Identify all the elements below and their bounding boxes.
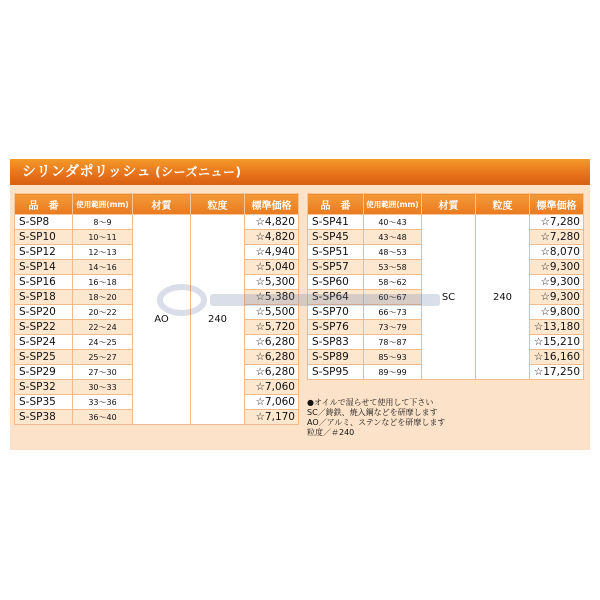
standard-price: ☆9,800 xyxy=(530,305,584,320)
product-code: S-SP76 xyxy=(308,320,364,335)
material-cell: AO xyxy=(133,215,191,425)
usage-range: 73〜79 xyxy=(364,320,422,335)
standard-price: ☆6,280 xyxy=(245,365,299,380)
standard-price: ☆5,040 xyxy=(245,260,299,275)
standard-price: ☆15,210 xyxy=(530,335,584,350)
product-code: S-SP51 xyxy=(308,245,364,260)
usage-range: 27〜30 xyxy=(73,365,133,380)
standard-price: ☆9,300 xyxy=(530,260,584,275)
product-code: S-SP10 xyxy=(15,230,73,245)
product-subtitle: (シーズニュー) xyxy=(155,165,242,179)
material-cell: SC xyxy=(422,215,476,380)
usage-range: 36〜40 xyxy=(73,410,133,425)
header-code: 品 番 xyxy=(308,194,364,215)
standard-price: ☆6,280 xyxy=(245,350,299,365)
standard-price: ☆17,250 xyxy=(530,365,584,380)
standard-price: ☆4,820 xyxy=(245,230,299,245)
usage-range: 58〜62 xyxy=(364,275,422,290)
product-title-bar xyxy=(10,159,590,185)
usage-range: 66〜73 xyxy=(364,305,422,320)
usage-range: 48〜53 xyxy=(364,245,422,260)
standard-price: ☆5,720 xyxy=(245,320,299,335)
product-code: S-SP18 xyxy=(15,290,73,305)
header-grit: 粒度 xyxy=(191,194,245,215)
usage-range: 24〜25 xyxy=(73,335,133,350)
standard-price: ☆7,060 xyxy=(245,380,299,395)
product-code: S-SP14 xyxy=(15,260,73,275)
header-material: 材質 xyxy=(133,194,191,215)
usage-range: 16〜18 xyxy=(73,275,133,290)
product-code: S-SP22 xyxy=(15,320,73,335)
product-code: S-SP38 xyxy=(15,410,73,425)
grit-cell: 240 xyxy=(191,215,245,425)
product-code: S-SP41 xyxy=(308,215,364,230)
product-code: S-SP89 xyxy=(308,350,364,365)
usage-range: 30〜33 xyxy=(73,380,133,395)
usage-range: 40〜43 xyxy=(364,215,422,230)
table-row xyxy=(308,215,584,230)
product-code: S-SP29 xyxy=(15,365,73,380)
product-code: S-SP24 xyxy=(15,335,73,350)
standard-price: ☆5,380 xyxy=(245,290,299,305)
standard-price: ☆7,280 xyxy=(530,215,584,230)
spec-table-left xyxy=(14,193,299,425)
product-code: S-SP45 xyxy=(308,230,364,245)
usage-range: 78〜87 xyxy=(364,335,422,350)
standard-price: ☆4,820 xyxy=(245,215,299,230)
product-code: S-SP57 xyxy=(308,260,364,275)
header-range: 使用範囲(mm) xyxy=(73,194,133,215)
usage-range: 89〜99 xyxy=(364,365,422,380)
standard-price: ☆8,070 xyxy=(530,245,584,260)
product-code: S-SP83 xyxy=(308,335,364,350)
usage-range: 8〜9 xyxy=(73,215,133,230)
usage-range: 85〜93 xyxy=(364,350,422,365)
usage-range: 18〜20 xyxy=(73,290,133,305)
standard-price: ☆5,300 xyxy=(245,275,299,290)
header-price: 標準価格 xyxy=(245,194,299,215)
usage-range: 53〜58 xyxy=(364,260,422,275)
header-material: 材質 xyxy=(422,194,476,215)
header-price: 標準価格 xyxy=(530,194,584,215)
note-line: ●オイルで湿らせて使用して下さい xyxy=(307,398,434,407)
standard-price: ☆13,180 xyxy=(530,320,584,335)
product-code: S-SP12 xyxy=(15,245,73,260)
standard-price: ☆4,940 xyxy=(245,245,299,260)
grit-cell: 240 xyxy=(476,215,530,380)
standard-price: ☆9,300 xyxy=(530,290,584,305)
usage-notes xyxy=(307,398,583,438)
note-line: AO／アルミ、ステンなどを研摩します xyxy=(307,418,446,427)
usage-range: 14〜16 xyxy=(73,260,133,275)
usage-range: 33〜36 xyxy=(73,395,133,410)
usage-range: 10〜11 xyxy=(73,230,133,245)
standard-price: ☆16,160 xyxy=(530,350,584,365)
product-code: S-SP95 xyxy=(308,365,364,380)
usage-range: 12〜13 xyxy=(73,245,133,260)
header-code: 品 番 xyxy=(15,194,73,215)
standard-price: ☆7,060 xyxy=(245,395,299,410)
product-code: S-SP32 xyxy=(15,380,73,395)
standard-price: ☆9,300 xyxy=(530,275,584,290)
usage-range: 20〜22 xyxy=(73,305,133,320)
usage-range: 22〜24 xyxy=(73,320,133,335)
product-title: シリンダポリッシュ xyxy=(22,164,152,180)
usage-range: 60〜67 xyxy=(364,290,422,305)
product-code: S-SP16 xyxy=(15,275,73,290)
product-code: S-SP20 xyxy=(15,305,73,320)
product-code: S-SP25 xyxy=(15,350,73,365)
usage-range: 43〜48 xyxy=(364,230,422,245)
product-code: S-SP35 xyxy=(15,395,73,410)
standard-price: ☆7,280 xyxy=(530,230,584,245)
note-line: SC／鋳鉄、焼入鋼などを研摩します xyxy=(307,408,438,417)
spec-table-right xyxy=(307,193,584,380)
header-range: 使用範囲(mm) xyxy=(364,194,422,215)
table-header-row xyxy=(308,194,584,215)
product-code: S-SP60 xyxy=(308,275,364,290)
table-header-row xyxy=(15,194,299,215)
product-code: S-SP70 xyxy=(308,305,364,320)
standard-price: ☆6,280 xyxy=(245,335,299,350)
header-grit: 粒度 xyxy=(476,194,530,215)
note-line: 粒度／＃240 xyxy=(307,428,355,437)
standard-price: ☆5,500 xyxy=(245,305,299,320)
table-row xyxy=(15,215,299,230)
product-code: S-SP64 xyxy=(308,290,364,305)
product-code: S-SP8 xyxy=(15,215,73,230)
usage-range: 25〜27 xyxy=(73,350,133,365)
standard-price: ☆7,170 xyxy=(245,410,299,425)
